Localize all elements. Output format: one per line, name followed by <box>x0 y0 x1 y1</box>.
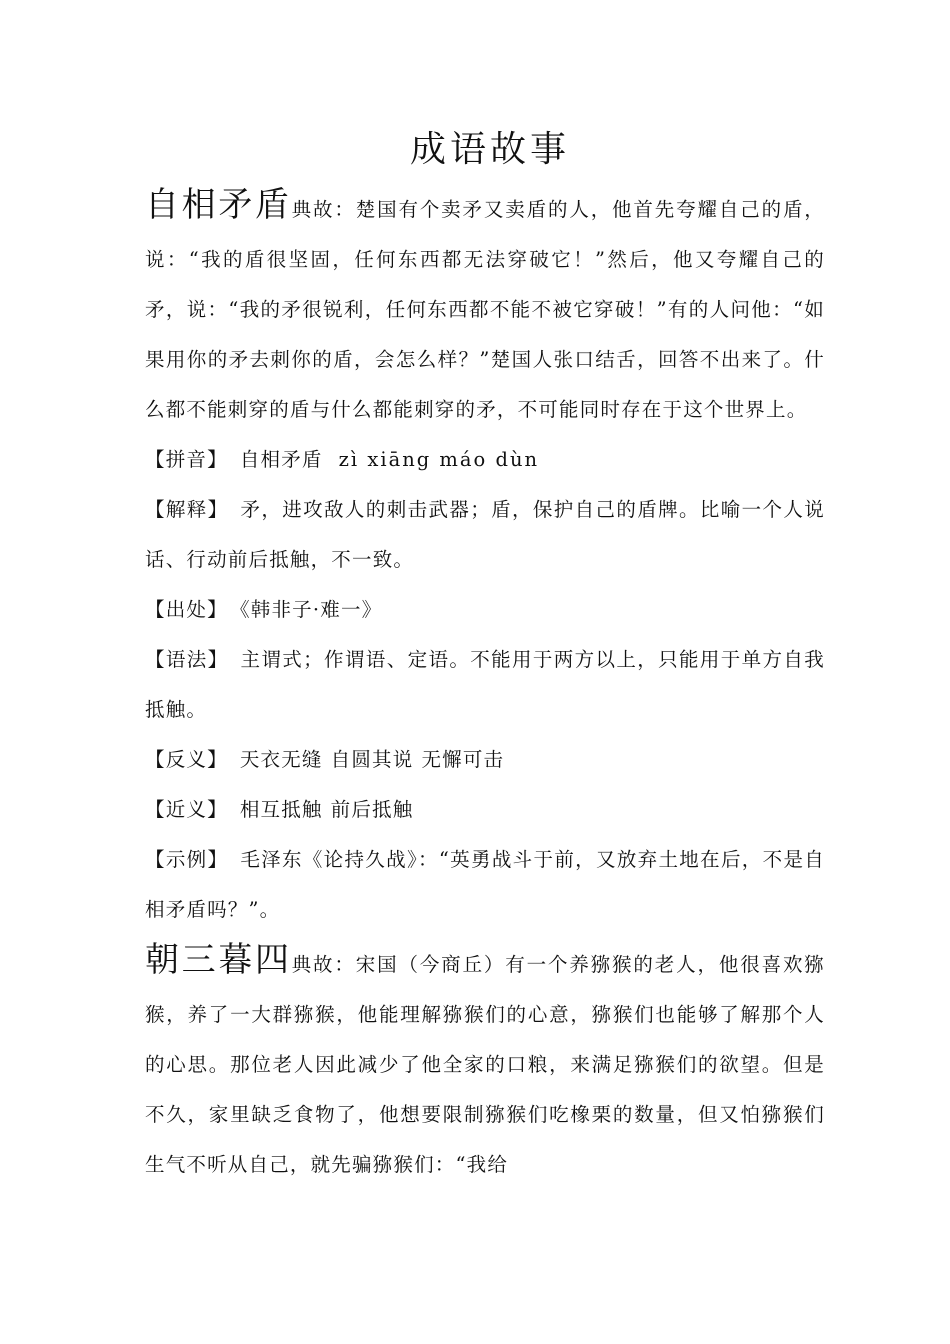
story-text-1: 楚国有个卖矛又卖盾的人，他首先夸耀自己的盾，说：“我的盾很坚固，任何东西都无法穿破它！”然后，他又夸耀自己的矛，说：“我的矛很锐利，任何东西都不能不被它穿破！”有的人问他：“如果用你的矛去刺你的盾，会怎么样？”楚国人张口结舌，回答不出来了。什么都不能刺穿的盾与什么都能刺穿的矛，不可能同时存在于这个世界上。 <box>145 198 825 421</box>
antonym-item: 无懈可击 <box>421 748 505 771</box>
grammar-text: 主谓式；作谓语、定语。不能用于两方以上，只能用于单方自我抵触。 <box>145 648 825 721</box>
idiom-story-1 <box>145 180 825 435</box>
idiom-story-2 <box>145 935 825 1190</box>
example-entry <box>145 835 825 935</box>
pinyin-word: 自相矛盾 <box>239 448 323 471</box>
story-label-1: 典故： <box>291 198 356 221</box>
idiom-name-1: 自相矛盾 <box>145 185 292 225</box>
antonym-item: 自圆其说 <box>330 748 414 771</box>
antonym-item: 天衣无缝 <box>239 748 323 771</box>
synonym-entry <box>145 785 825 835</box>
meaning-entry <box>145 485 825 585</box>
source-label: 【出处】 <box>145 598 228 621</box>
meaning-label: 【解释】 <box>145 498 229 521</box>
idiom-name-2: 朝三暮四 <box>145 940 292 980</box>
antonym-label: 【反义】 <box>145 748 228 771</box>
example-text: 毛泽东《论持久战》：“英勇战斗于前，又放弃土地在后，不是自相矛盾吗？”。 <box>145 848 825 921</box>
pinyin-entry <box>145 435 825 485</box>
story-label-2: 典故： <box>291 953 356 976</box>
synonym-item: 前后抵触 <box>330 798 414 821</box>
grammar-label: 【语法】 <box>145 648 229 671</box>
source-entry <box>145 585 825 635</box>
pinyin-label: 【拼音】 <box>145 448 228 471</box>
document-page <box>145 120 825 1190</box>
antonym-entry <box>145 735 825 785</box>
meaning-text: 矛，进攻敌人的刺击武器；盾，保护自己的盾牌。比喻一个人说话、行动前后抵触，不一致。 <box>145 498 825 571</box>
source-text: 《韩非子·难一》 <box>239 598 383 621</box>
pinyin-text: zì xiāng máo dùn <box>338 448 540 471</box>
grammar-entry <box>145 635 825 735</box>
example-label: 【示例】 <box>145 848 229 871</box>
page-title: 成语故事 <box>409 129 570 170</box>
synonym-item: 相互抵触 <box>239 798 323 821</box>
synonym-label: 【近义】 <box>145 798 228 821</box>
story-text-2: 宋国（今商丘）有一个养猕猴的老人，他很喜欢猕猴，养了一大群猕猴，他能理解猕猴们的心意，猕猴们也能够了解那个人的心思。那位老人因此减少了他全家的口粮，来满足猕猴们的欲望。但是不久，家里缺乏食物了，他想要限制猕猴们吃橡栗的数量，但又怕猕猴们生气不听从自己，就先骗猕猴们：“我给 <box>145 953 825 1176</box>
